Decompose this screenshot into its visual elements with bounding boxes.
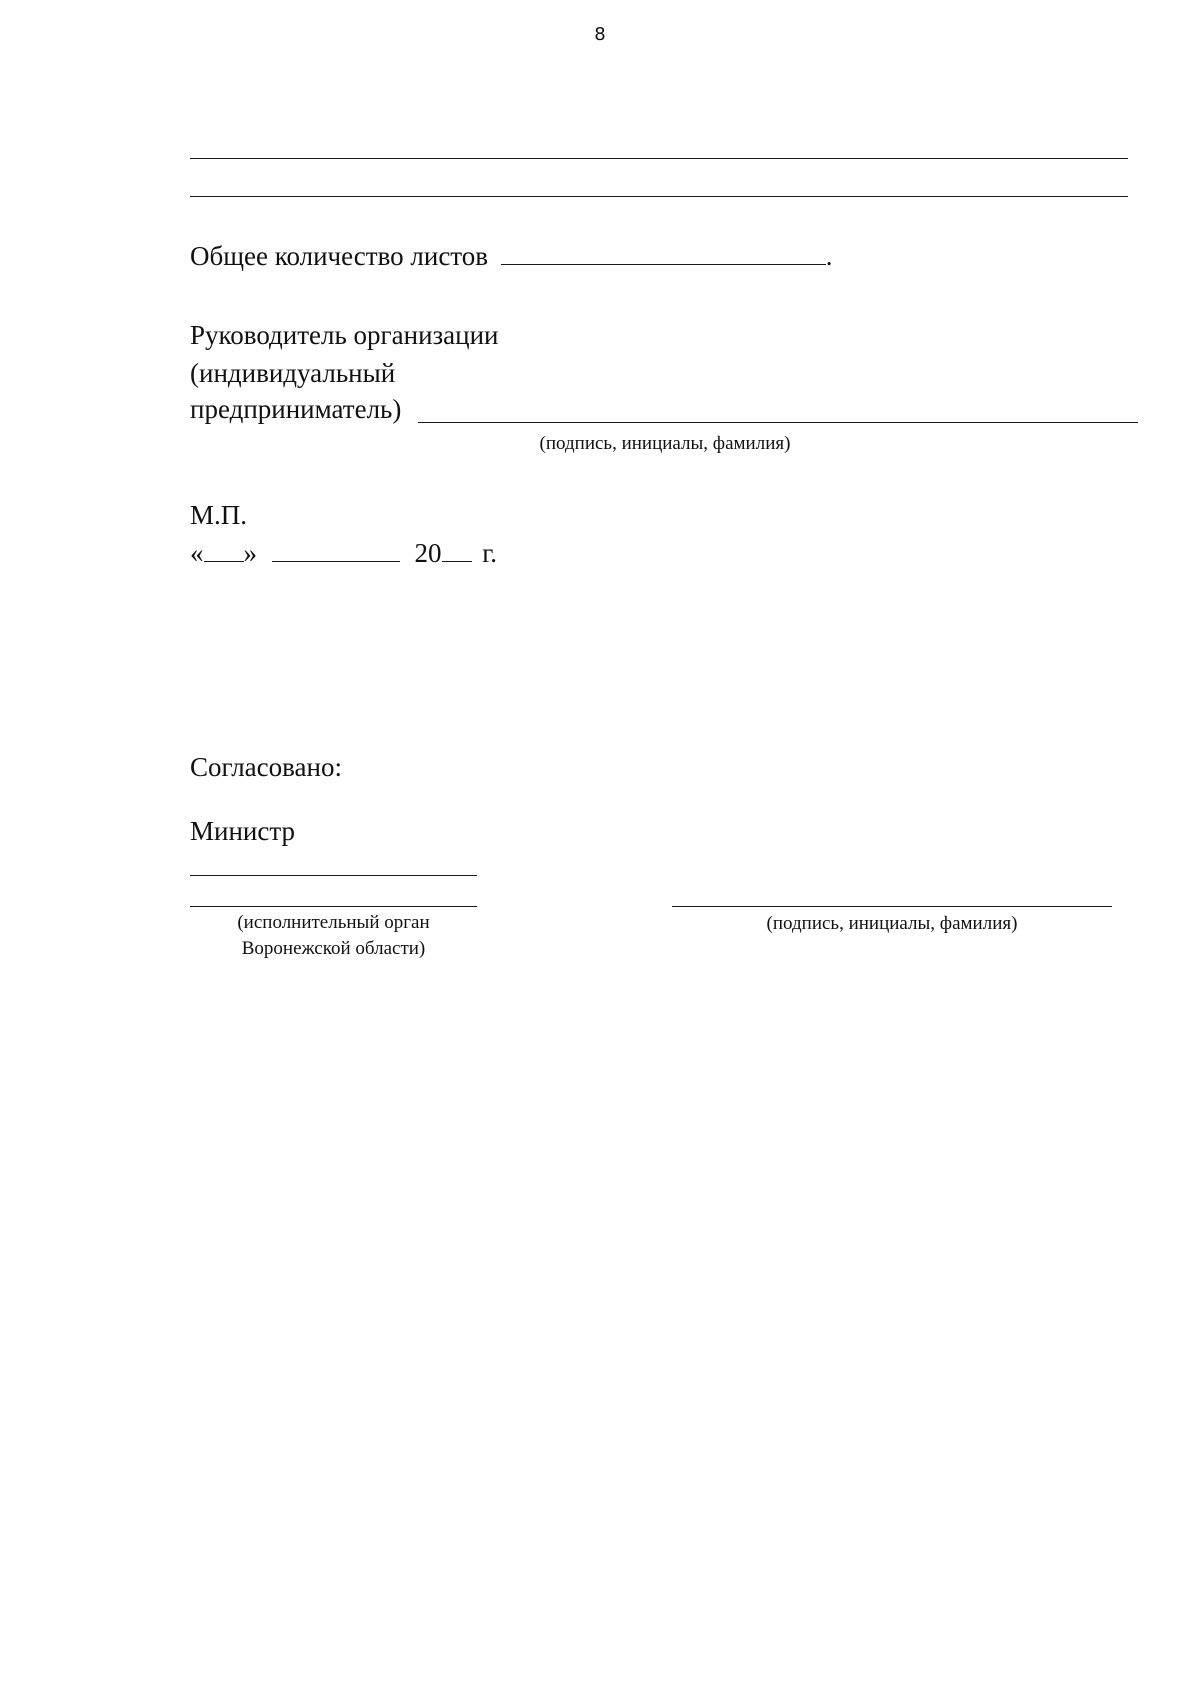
total-sheets-label: Общее количество листов (190, 241, 488, 271)
total-sheets-row (190, 241, 833, 272)
manager-signature-caption: (подпись, инициалы, фамилия) (539, 433, 791, 454)
approval-body-line-2[interactable] (190, 906, 477, 907)
manager-line-3: предприниматель) (190, 394, 402, 424)
date-open-quote: « (190, 538, 204, 568)
date-close-quote: » (243, 538, 257, 568)
approval-title: Согласовано: (190, 752, 342, 782)
approval-body-caption-line-1: (исполнительный орган (237, 912, 430, 933)
total-sheets-field[interactable] (501, 242, 826, 265)
manager-line-1: Руководитель организации (190, 320, 499, 350)
total-sheets-end-mark: . (825, 241, 833, 271)
manager-line-2: (индивидуальный (190, 358, 396, 388)
page-number: 8 (594, 24, 606, 45)
date-year-field[interactable] (442, 539, 472, 562)
approval-body-caption-line-2: Воронежской области) (241, 938, 426, 959)
date-year-prefix: 20 (414, 538, 442, 568)
manager-signature-line[interactable] (418, 422, 1138, 423)
approval-position: Министр (190, 816, 295, 846)
date-month-field[interactable] (272, 539, 400, 562)
approval-signature-caption: (подпись, инициалы, фамилия) (766, 913, 1018, 934)
date-day-field[interactable] (204, 539, 244, 562)
approval-body-line-1[interactable] (190, 875, 477, 876)
approval-signature-line[interactable] (672, 906, 1112, 907)
blank-line-2 (190, 196, 1128, 197)
date-row (190, 538, 497, 569)
stamp-label: М.П. (190, 500, 248, 530)
blank-line-1 (190, 158, 1128, 159)
date-year-suffix: г. (482, 538, 498, 568)
